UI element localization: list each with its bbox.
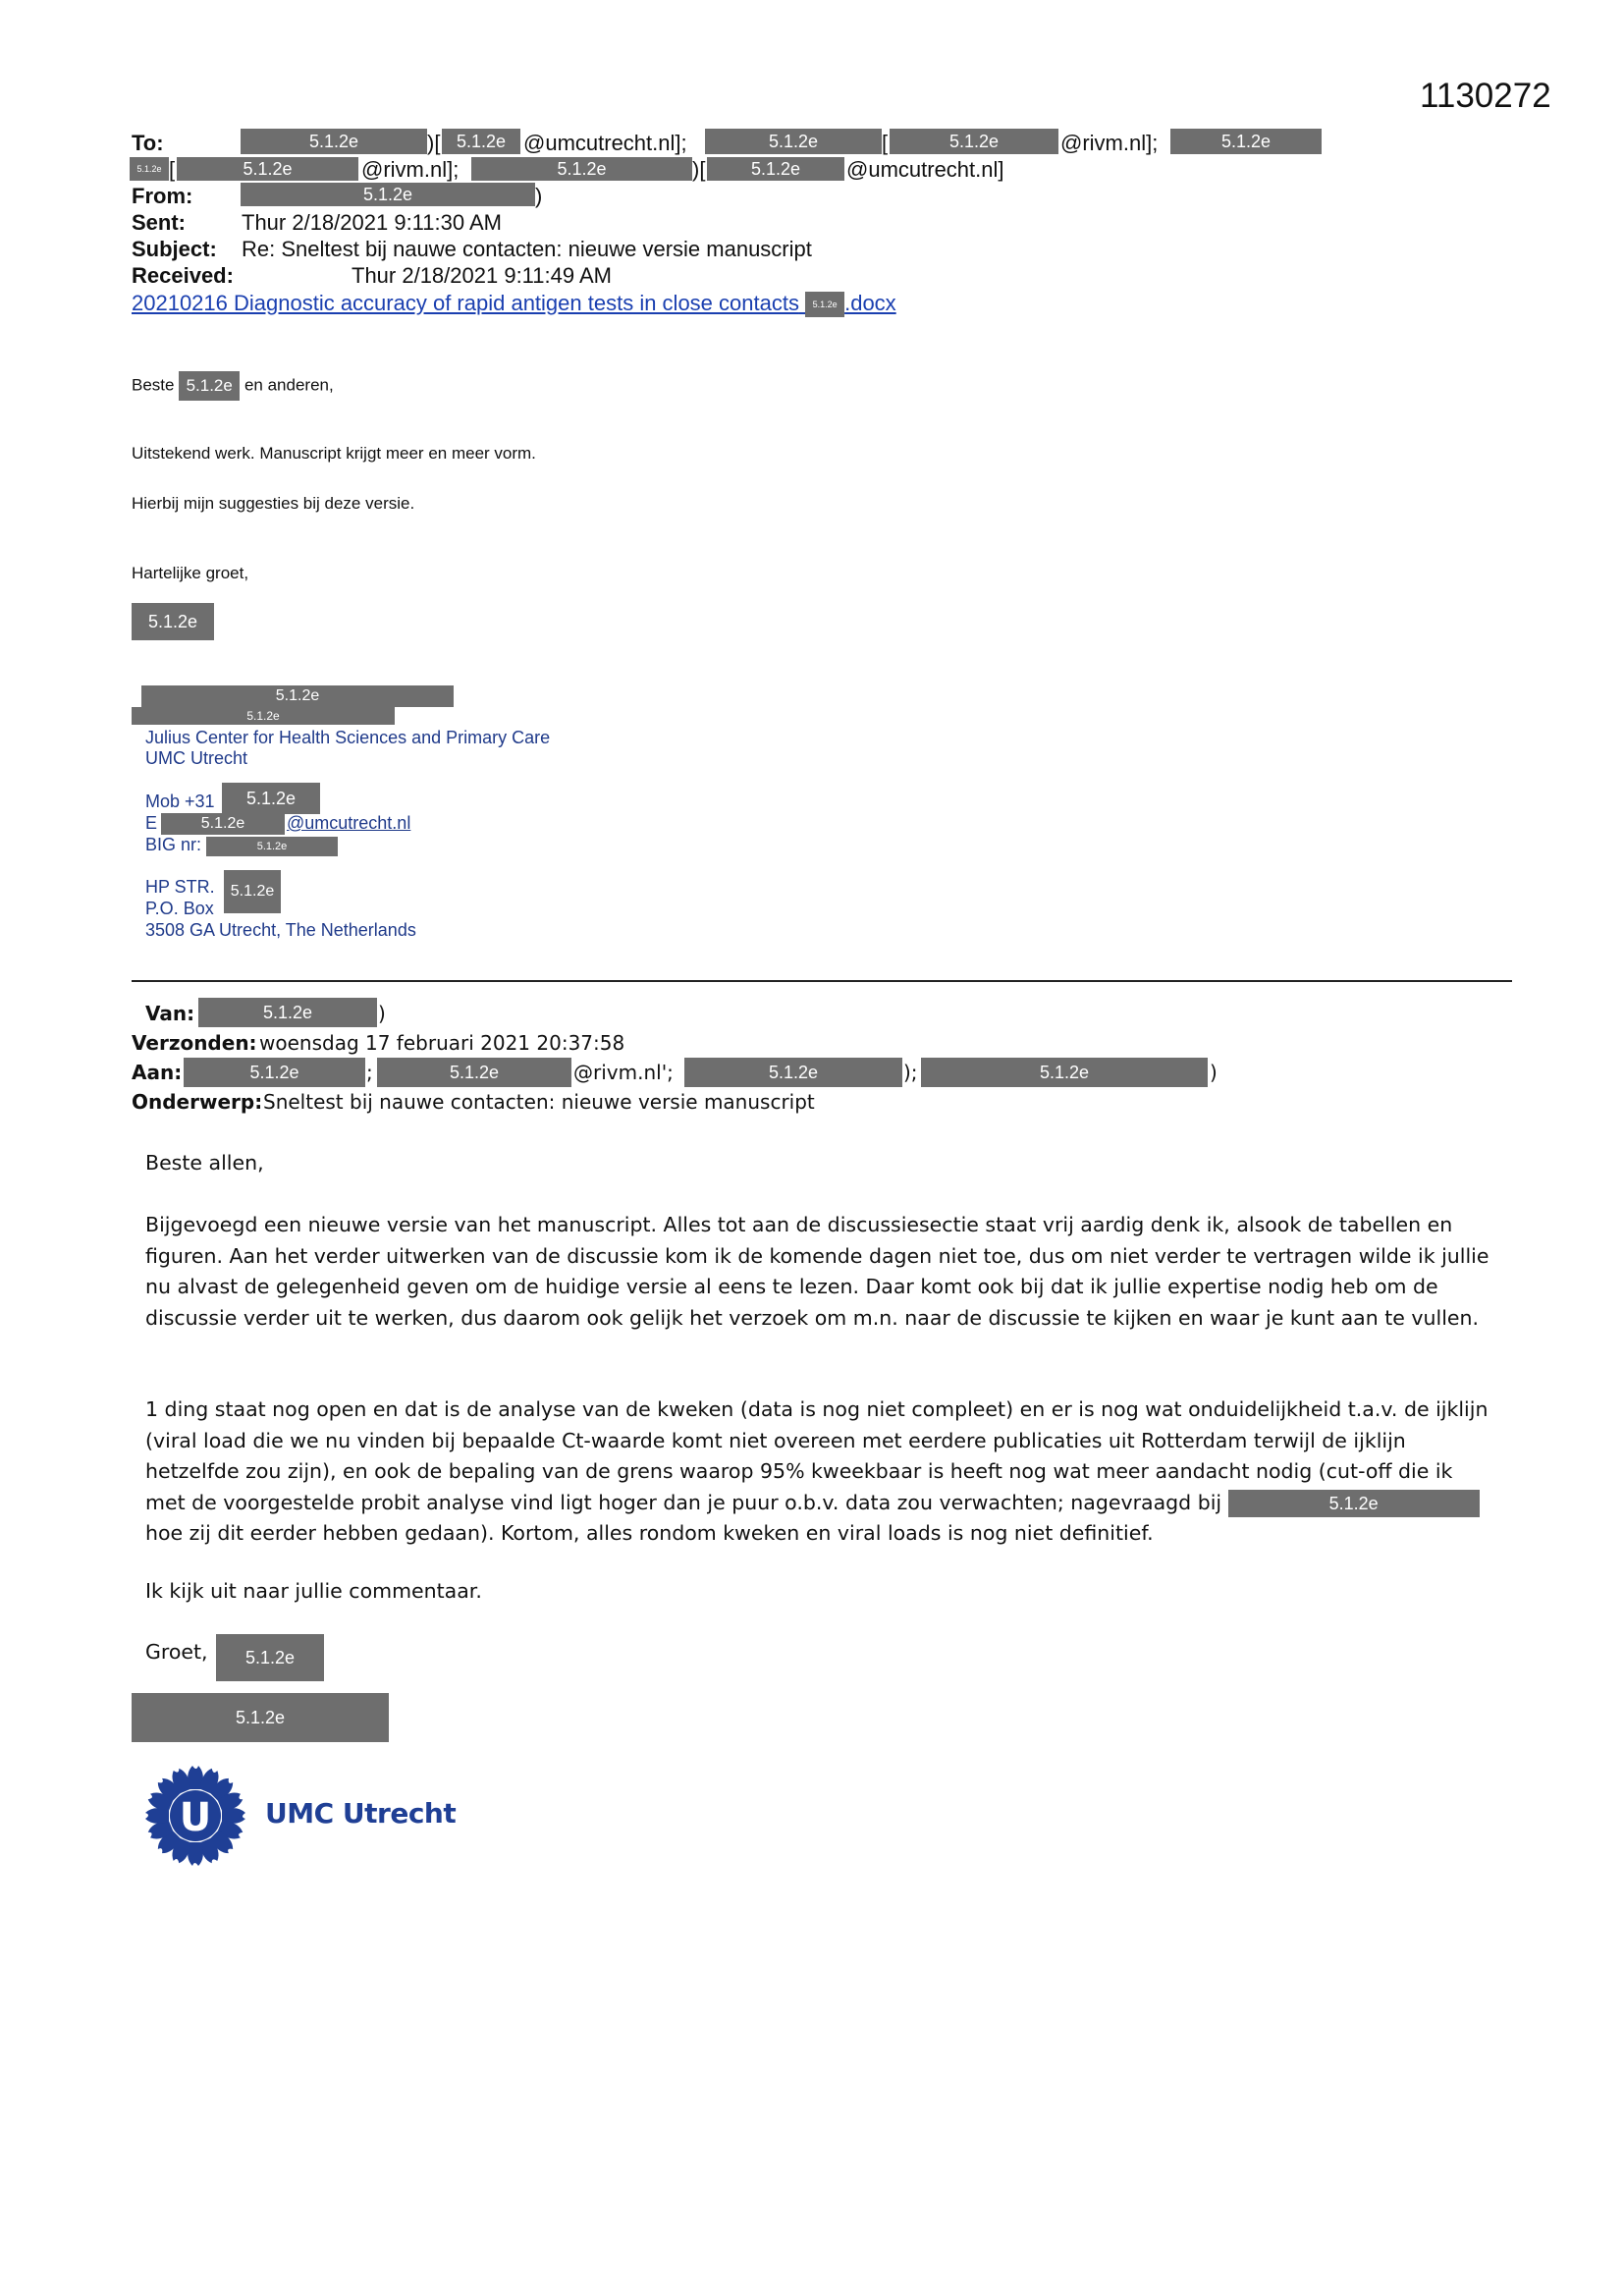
greeting-end: en anderen, xyxy=(244,375,334,395)
redaction: 5.1.2e xyxy=(177,157,358,181)
onderwerp-value: Sneltest bij nauwe contacten: nieuwe versie manuscript xyxy=(263,1090,815,1114)
signature-email-link[interactable]: @umcutrecht.nl xyxy=(287,813,411,833)
redaction: 5.1.2e xyxy=(377,1058,571,1087)
redaction: 5.1.2e xyxy=(130,157,169,181)
redaction: 5.1.2e xyxy=(179,371,240,401)
redaction: 5.1.2e xyxy=(442,129,520,154)
redaction: 5.1.2e xyxy=(684,1058,902,1087)
original-greeting: Beste allen, xyxy=(145,1151,264,1175)
signature-email-label: E xyxy=(145,813,158,833)
logo-letter: U xyxy=(179,1795,212,1840)
verzonden-label: Verzonden: xyxy=(132,1031,257,1055)
attachment-link[interactable] xyxy=(132,291,896,317)
signature-address-3: 3508 GA Utrecht, The Netherlands xyxy=(145,920,416,940)
signature-address-1: HP STR. xyxy=(145,877,215,897)
umc-logo-icon xyxy=(141,1762,249,1870)
aan-fragment: ) xyxy=(1210,1061,1218,1084)
to-label: To: xyxy=(132,131,164,155)
message-divider xyxy=(132,980,1512,982)
to-email-domain: @umcutrecht.nl]; xyxy=(523,131,687,155)
to-email-domain: @rivm.nl]; xyxy=(1060,131,1159,155)
signature-institution: UMC Utrecht xyxy=(145,748,248,768)
redaction: 5.1.2e xyxy=(241,129,427,154)
to-fragment: [ xyxy=(169,157,176,182)
aan-email-domain: @rivm.nl'; xyxy=(573,1061,674,1084)
to-fragment: )[ xyxy=(692,157,706,182)
redaction: 5.1.2e xyxy=(241,183,535,206)
document-number: 1130272 xyxy=(1420,77,1551,115)
aan-fragment: ; xyxy=(366,1061,373,1084)
from-fragment: ) xyxy=(535,184,543,208)
signature-organization: Julius Center for Health Sciences and Primary Care xyxy=(145,728,551,747)
aan-fragment: ); xyxy=(903,1061,918,1084)
logo-text: UMC Utrecht xyxy=(265,1797,457,1830)
van-fragment: ) xyxy=(378,1002,386,1025)
redaction: 5.1.2e xyxy=(132,603,214,640)
to-email-domain: @rivm.nl]; xyxy=(361,157,460,182)
redaction: 5.1.2e xyxy=(184,1058,365,1087)
original-paragraph-2 xyxy=(145,1394,1490,1550)
redaction: 5.1.2e xyxy=(890,129,1058,154)
redaction: 5.1.2e xyxy=(161,813,285,835)
attachment-extension: .docx xyxy=(844,291,896,315)
redaction: 5.1.2e xyxy=(222,783,320,814)
reply-greeting xyxy=(132,371,334,401)
redaction: 5.1.2e xyxy=(141,685,454,707)
redaction: 5.1.2e xyxy=(805,292,844,317)
signature-address-2: P.O. Box xyxy=(145,899,214,918)
greeting-start: Beste xyxy=(132,375,175,395)
received-label: Received: xyxy=(132,263,234,288)
redaction: 5.1.2e xyxy=(921,1058,1208,1087)
aan-label: Aan: xyxy=(132,1061,183,1084)
redaction: 5.1.2e xyxy=(132,1693,389,1742)
signature-mobile-label: Mob +31 xyxy=(145,792,215,811)
from-label: From: xyxy=(132,184,193,208)
onderwerp-label: Onderwerp: xyxy=(132,1090,263,1114)
reply-line-2: Hierbij mijn suggesties bij deze versie. xyxy=(132,494,415,513)
redaction: 5.1.2e xyxy=(707,157,844,181)
attachment-name: 20210216 Diagnostic accuracy of rapid antigen tests in close contacts xyxy=(132,291,799,315)
original-paragraph-3: Ik kijk uit naar jullie commentaar. xyxy=(145,1579,482,1603)
subject-label: Subject: xyxy=(132,237,217,261)
sent-value: Thur 2/18/2021 9:11:30 AM xyxy=(242,210,502,235)
redaction: 5.1.2e xyxy=(1228,1490,1480,1517)
redaction: 5.1.2e xyxy=(198,998,377,1027)
redaction: 5.1.2e xyxy=(224,870,281,913)
redaction: 5.1.2e xyxy=(132,707,395,725)
redaction: 5.1.2e xyxy=(705,129,882,154)
to-fragment: [ xyxy=(882,131,889,155)
received-value: Thur 2/18/2021 9:11:49 AM xyxy=(352,263,612,288)
reply-line-1: Uitstekend werk. Manuscript krijgt meer en meer vorm. xyxy=(132,444,536,463)
redaction: 5.1.2e xyxy=(216,1634,324,1681)
sent-label: Sent: xyxy=(132,210,186,235)
to-email-domain: @umcutrecht.nl] xyxy=(846,157,1004,182)
redaction: 5.1.2e xyxy=(206,837,338,856)
original-closing: Groet, xyxy=(145,1640,208,1664)
verzonden-value: woensdag 17 februari 2021 20:37:58 xyxy=(259,1031,625,1055)
subject-value: Re: Sneltest bij nauwe contacten: nieuwe versie manuscript xyxy=(242,237,812,261)
umc-utrecht-logo xyxy=(141,1762,456,1870)
reply-closing: Hartelijke groet, xyxy=(132,564,249,582)
redaction: 5.1.2e xyxy=(471,157,692,181)
original-paragraph-1: Bijgevoegd een nieuwe versie van het manuscript. Alles tot aan de discussiesectie staat vrij aardig denk ik, alsook de tabellen en figuren. Aan het verder uitwerken van de discussie kom ik de komende dagen niet toe, dus om niet verder te vertragen wilde ik jullie nu alvast de gelegenheid geven om de huidige versie al eens te lezen. Daar komt ook bij dat ik jullie expertise nodig heb om de discussie verder uit te werken, dus daarom ook gelijk het verzoek om m.n. naar de discussie te kijken en waar je kunt aan te vullen. xyxy=(145,1213,1489,1330)
paragraph-2-text-b: hoe zij dit eerder hebben gedaan). Kortom, alles rondom kweken en viral loads is nog niet definitief. xyxy=(145,1521,1154,1545)
signature-big-label: BIG nr: xyxy=(145,835,202,854)
redaction: 5.1.2e xyxy=(1170,129,1322,154)
van-label: Van: xyxy=(145,1002,195,1025)
paragraph-2-text-a: 1 ding staat nog open en dat is de analyse van de kweken (data is nog niet compleet) en er is nog wat onduidelijkheid t.a.v. de ijklijn (viral load die we nu vinden bij bepaalde Ct-waarde komt niet overeen met eerdere publicaties uit Rotterdam terwijl de ijklijn hetzelfde zou zijn), en ook de bepaling van de grens waarop 95% kweekbaar is heeft nog wat meer aandacht nodig (cut-off die ik met de voorgestelde probit analyse vind ligt hoger dan je puur o.b.v. data zou verwachten; nagevraagd bij xyxy=(145,1397,1489,1514)
to-fragment: )[ xyxy=(427,131,441,155)
